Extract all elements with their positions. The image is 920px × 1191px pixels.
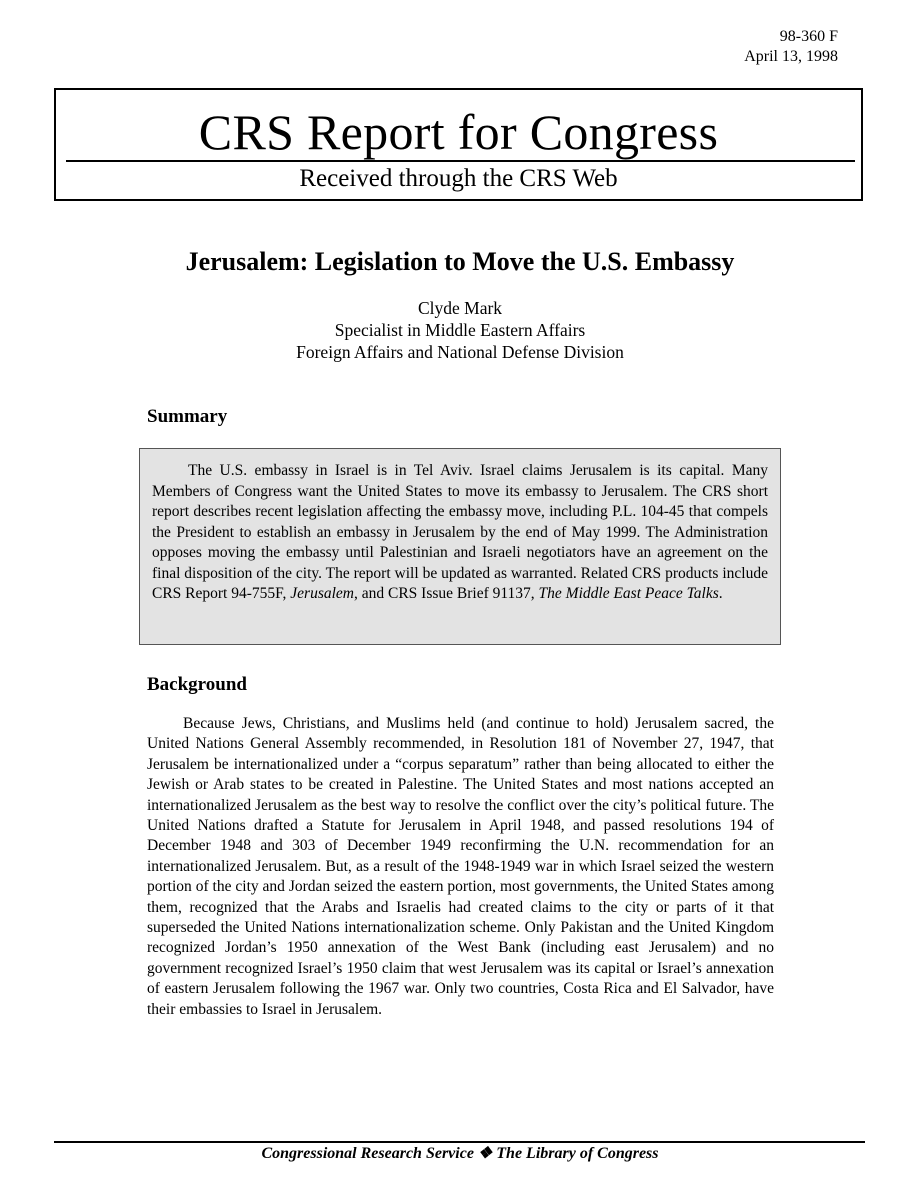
summary-text-part: The U.S. embassy in Israel is in Tel Aviv. Israel claims Jerusalem is its capital. Many Members of Congress want the United States to move its embassy to Jerusalem. The CRS short report describes recent legislation affecting the embassy move, including P.L. 104-45 that compels the President to establish an embassy in Jerusalem by the end of May 1999. The Administration opposes moving the embassy until Palestinian and Israeli negotiators have an agreement on the final disposition of the city. The report will be updated as warranted. Related CRS products include CRS Report 94-755F, xyxy=(152,462,768,602)
background-heading: Background xyxy=(147,674,247,695)
summary-text xyxy=(152,461,768,605)
summary-italic-title-peace-talks: The Middle East Peace Talks xyxy=(538,585,719,602)
author-name: Clyde Mark xyxy=(417,298,503,318)
summary-italic-title-jerusalem: Jerusalem xyxy=(290,585,354,602)
author-division: Foreign Affairs and National Defense Division xyxy=(296,342,624,362)
report-number: 98-360 F xyxy=(779,28,838,45)
banner-divider xyxy=(66,160,855,162)
banner-subtitle: Received through the CRS Web xyxy=(299,165,618,192)
summary-text-part: . xyxy=(718,585,723,602)
document-title: Jerusalem: Legislation to Move the U.S. Embassy xyxy=(185,247,735,276)
report-date: April 13, 1998 xyxy=(744,48,838,65)
summary-text-part: , and CRS Issue Brief 91137, xyxy=(353,585,539,602)
author-block xyxy=(0,297,920,363)
summary-box xyxy=(139,448,781,645)
footer-text: Congressional Research Service ❖ The Library of Congress xyxy=(261,1145,659,1162)
banner-title: CRS Report for Congress xyxy=(198,104,719,160)
report-identifier xyxy=(744,27,838,67)
report-banner xyxy=(54,88,863,201)
author-position: Specialist in Middle Eastern Affairs xyxy=(334,320,586,340)
background-text: Because Jews, Christians, and Muslims held (and continue to hold) Jerusalem sacred, the United Nations General Assembly recommended, in Resolution 181 of November 27, 1947, that Jerusalem be internationalized under a “corpus separatum” rather than being allocated to either the Jewish or Arab states to be created in Palestine. The United States and most nations accepted an internationalized Jerusalem as the best way to resolve the conflict over the city’s political future. The United Nations drafted a Statute for Jerusalem in April 1948, and passed resolutions 194 of December 1948 and 303 of December 1949 reconfirming the U.N. recommendation for an internationalized Jerusalem. But, as a result of the 1948-1949 war in which Israel seized the western portion of the city and Jordan seized the eastern portion, most governments, the United States among them, recognized that the Arabs and Israelis had created claims to the city or parts of it that superseded the United Nations internationalization scheme. Only Pakistan and the United Kingdom recognized Jordan’s 1950 annexation of the West Bank (including east Jerusalem) and no government recognized Israel’s 1950 claim that west Jerusalem was its capital or Israel’s annexation of eastern Jerusalem following the 1967 war. Only two countries, Costa Rica and El Salvador, have their embassies to Israel in Jerusalem. xyxy=(147,715,774,1018)
summary-heading: Summary xyxy=(147,406,228,427)
